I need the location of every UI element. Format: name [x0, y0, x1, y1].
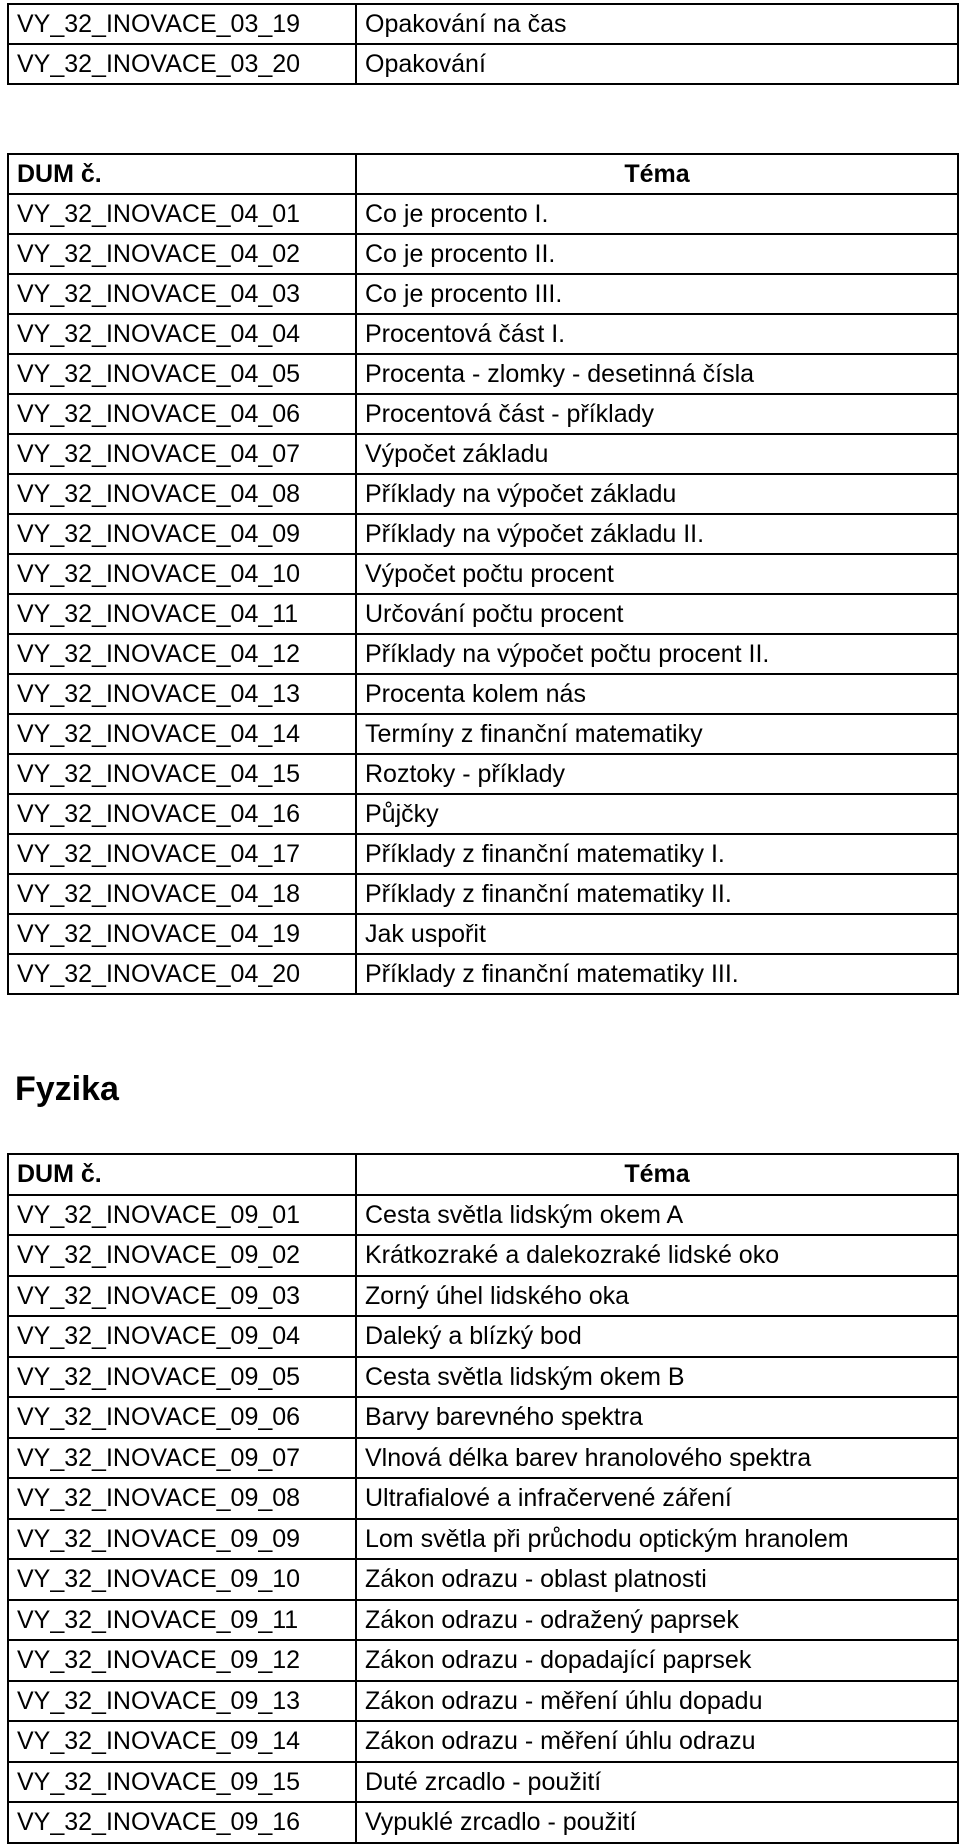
table-row: [8, 1762, 958, 1803]
topic-cell: Výpočet základu: [356, 434, 958, 474]
topic-cell: Opakování: [356, 44, 958, 84]
table-row: [8, 1276, 958, 1317]
dum-code-cell: VY_32_INOVACE_04_01: [8, 194, 356, 234]
dum-code-cell: VY_32_INOVACE_04_11: [8, 594, 356, 634]
dum-code-cell: VY_32_INOVACE_04_17: [8, 834, 356, 874]
topic-cell: Půjčky: [356, 794, 958, 834]
topic-cell: Duté zrcadlo - použití: [356, 1762, 958, 1803]
table-row: [8, 274, 958, 314]
table-header-row: [8, 154, 958, 194]
topic-cell: Příklady z finanční matematiky III.: [356, 954, 958, 994]
table-row: [8, 1438, 958, 1479]
table-row: [8, 794, 958, 834]
topic-cell: Zákon odrazu - měření úhlu dopadu: [356, 1681, 958, 1722]
topic-cell: Ultrafialové a infračervené záření: [356, 1478, 958, 1519]
table-row: [8, 634, 958, 674]
table-row: [8, 1519, 958, 1560]
table-row: [8, 394, 958, 434]
dum-code-cell: VY_32_INOVACE_09_05: [8, 1357, 356, 1398]
topic-cell: Procenta - zlomky - desetinná čísla: [356, 354, 958, 394]
topic-cell: Určování počtu procent: [356, 594, 958, 634]
dum-code-cell: VY_32_INOVACE_03_20: [8, 44, 356, 84]
topic-cell: Zákon odrazu - odražený paprsek: [356, 1600, 958, 1641]
table-row: [8, 474, 958, 514]
table-row: [8, 314, 958, 354]
dum-code-cell: VY_32_INOVACE_04_03: [8, 274, 356, 314]
table-row: [8, 194, 958, 234]
header-dum: DUM č.: [8, 1154, 356, 1195]
dum-code-cell: VY_32_INOVACE_04_19: [8, 914, 356, 954]
topic-cell: Vypuklé zrcadlo - použití: [356, 1802, 958, 1843]
topic-cell: Cesta světla lidským okem B: [356, 1357, 958, 1398]
topic-cell: Lom světla při průchodu optickým hranolem: [356, 1519, 958, 1560]
dum-code-cell: VY_32_INOVACE_04_07: [8, 434, 356, 474]
dum-code-cell: VY_32_INOVACE_09_14: [8, 1721, 356, 1762]
header-tema: Téma: [356, 1154, 958, 1195]
topic-cell: Zákon odrazu - oblast platnosti: [356, 1559, 958, 1600]
table-row: [8, 1316, 958, 1357]
topic-cell: Barvy barevného spektra: [356, 1397, 958, 1438]
topic-cell: Procenta kolem nás: [356, 674, 958, 714]
dum-code-cell: VY_32_INOVACE_04_02: [8, 234, 356, 274]
topic-cell: Příklady na výpočet počtu procent II.: [356, 634, 958, 674]
topic-cell: Procentová část I.: [356, 314, 958, 354]
dum-code-cell: VY_32_INOVACE_04_20: [8, 954, 356, 994]
dum-table-mathematics: [7, 153, 959, 995]
table-row: [8, 754, 958, 794]
table-row: [8, 1559, 958, 1600]
table-row: [8, 1681, 958, 1722]
dum-code-cell: VY_32_INOVACE_09_11: [8, 1600, 356, 1641]
dum-code-cell: VY_32_INOVACE_09_03: [8, 1276, 356, 1317]
table-row: [8, 4, 958, 44]
dum-code-cell: VY_32_INOVACE_04_15: [8, 754, 356, 794]
dum-code-cell: VY_32_INOVACE_09_04: [8, 1316, 356, 1357]
dum-table-physics: [7, 1153, 959, 1844]
table-row: [8, 514, 958, 554]
table-row: [8, 1721, 958, 1762]
topic-cell: Krátkozraké a dalekozraké lidské oko: [356, 1235, 958, 1276]
dum-code-cell: VY_32_INOVACE_09_16: [8, 1802, 356, 1843]
topic-cell: Zorný úhel lidského oka: [356, 1276, 958, 1317]
table-row: [8, 354, 958, 394]
table-row: [8, 1802, 958, 1843]
table-row: [8, 674, 958, 714]
dum-code-cell: VY_32_INOVACE_09_08: [8, 1478, 356, 1519]
dum-code-cell: VY_32_INOVACE_04_18: [8, 874, 356, 914]
dum-code-cell: VY_32_INOVACE_03_19: [8, 4, 356, 44]
topic-cell: Zákon odrazu - dopadající paprsek: [356, 1640, 958, 1681]
dum-code-cell: VY_32_INOVACE_09_09: [8, 1519, 356, 1560]
topic-cell: Příklady z finanční matematiky II.: [356, 874, 958, 914]
table-row: [8, 1397, 958, 1438]
topic-cell: Co je procento II.: [356, 234, 958, 274]
topic-cell: Příklady na výpočet základu: [356, 474, 958, 514]
table-row: [8, 874, 958, 914]
table-row: [8, 1600, 958, 1641]
topic-cell: Jak uspořit: [356, 914, 958, 954]
table-row: [8, 1478, 958, 1519]
dum-code-cell: VY_32_INOVACE_04_04: [8, 314, 356, 354]
header-tema: Téma: [356, 154, 958, 194]
dum-code-cell: VY_32_INOVACE_04_13: [8, 674, 356, 714]
dum-code-cell: VY_32_INOVACE_09_15: [8, 1762, 356, 1803]
topic-cell: Příklady z finanční matematiky I.: [356, 834, 958, 874]
dum-code-cell: VY_32_INOVACE_04_16: [8, 794, 356, 834]
dum-code-cell: VY_32_INOVACE_09_02: [8, 1235, 356, 1276]
table-row: [8, 234, 958, 274]
dum-code-cell: VY_32_INOVACE_09_13: [8, 1681, 356, 1722]
table-row: [8, 834, 958, 874]
topic-cell: Termíny z finanční matematiky: [356, 714, 958, 754]
topic-cell: Daleký a blízký bod: [356, 1316, 958, 1357]
table-row: [8, 1357, 958, 1398]
table-row: [8, 1640, 958, 1681]
table-row: [8, 554, 958, 594]
dum-code-cell: VY_32_INOVACE_04_09: [8, 514, 356, 554]
dum-code-cell: VY_32_INOVACE_04_05: [8, 354, 356, 394]
table-row: [8, 594, 958, 634]
topic-cell: Co je procento III.: [356, 274, 958, 314]
table-header-row: [8, 1154, 958, 1195]
topic-cell: Roztoky - příklady: [356, 754, 958, 794]
topic-cell: Výpočet počtu procent: [356, 554, 958, 594]
dum-code-cell: VY_32_INOVACE_09_06: [8, 1397, 356, 1438]
dum-code-cell: VY_32_INOVACE_04_08: [8, 474, 356, 514]
table-row: [8, 1195, 958, 1236]
topic-cell: Zákon odrazu - měření úhlu odrazu: [356, 1721, 958, 1762]
topic-cell: Procentová část - příklady: [356, 394, 958, 434]
table-row: [8, 1235, 958, 1276]
table-row: [8, 954, 958, 994]
topic-cell: Vlnová délka barev hranolového spektra: [356, 1438, 958, 1479]
topic-cell: Příklady na výpočet základu II.: [356, 514, 958, 554]
table-row: [8, 714, 958, 754]
dum-code-cell: VY_32_INOVACE_09_07: [8, 1438, 356, 1479]
dum-code-cell: VY_32_INOVACE_04_12: [8, 634, 356, 674]
dum-code-cell: VY_32_INOVACE_09_01: [8, 1195, 356, 1236]
header-dum: DUM č.: [8, 154, 356, 194]
topic-cell: Cesta světla lidským okem A: [356, 1195, 958, 1236]
dum-table-continued: [7, 3, 959, 85]
dum-code-cell: VY_32_INOVACE_09_10: [8, 1559, 356, 1600]
topic-cell: Co je procento I.: [356, 194, 958, 234]
table-row: [8, 44, 958, 84]
dum-code-cell: VY_32_INOVACE_04_14: [8, 714, 356, 754]
table-row: [8, 434, 958, 474]
table-row: [8, 914, 958, 954]
section-heading-fyzika: Fyzika: [15, 1070, 119, 1108]
dum-code-cell: VY_32_INOVACE_09_12: [8, 1640, 356, 1681]
dum-code-cell: VY_32_INOVACE_04_10: [8, 554, 356, 594]
topic-cell: Opakování na čas: [356, 4, 958, 44]
dum-code-cell: VY_32_INOVACE_04_06: [8, 394, 356, 434]
